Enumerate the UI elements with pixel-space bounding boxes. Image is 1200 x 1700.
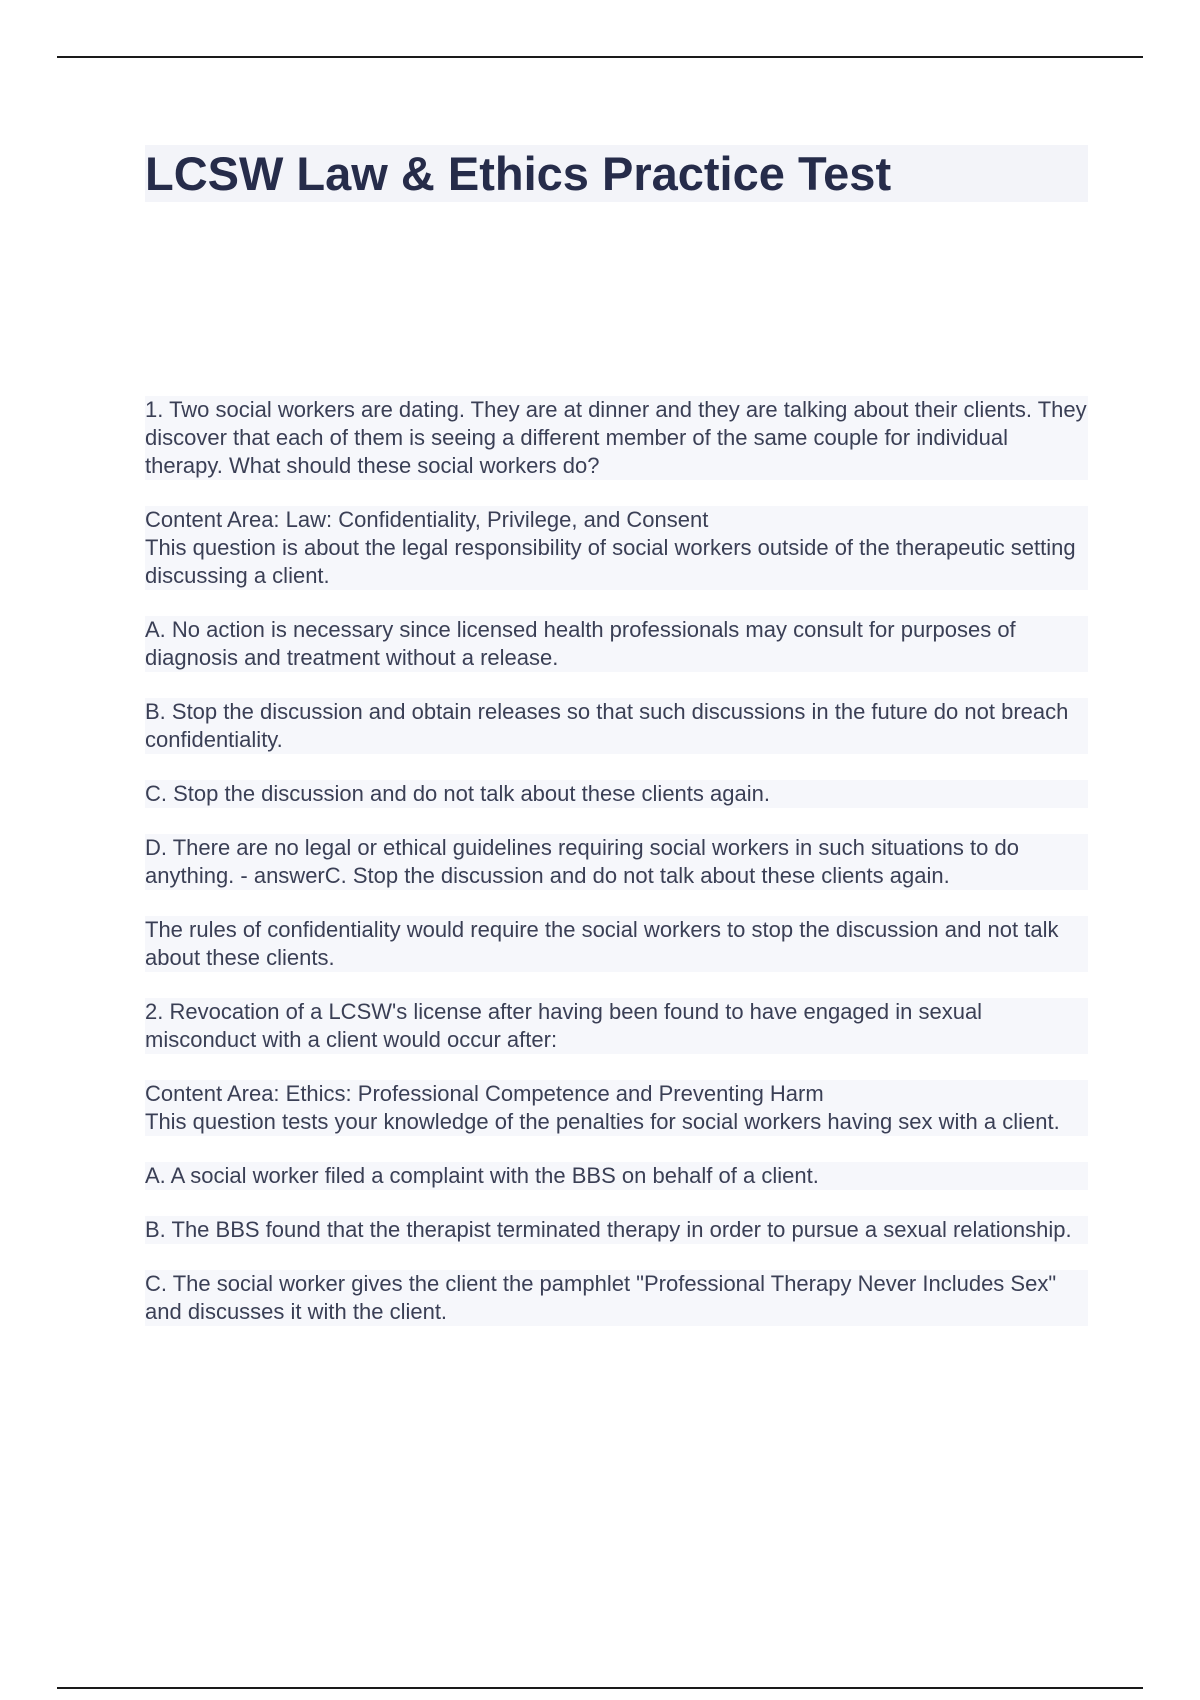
question-1-option-c: C. Stop the discussion and do not talk about these clients again. [145, 780, 1088, 808]
question-1-description: This question is about the legal responsibility of social workers outside of the therapeutic setting discussing a client. [145, 535, 1076, 588]
question-2-option-c: C. The social worker gives the client the pamphlet "Professional Therapy Never Includes Sex" and discusses it with the client. [145, 1270, 1088, 1326]
question-1-option-a: A. No action is necessary since licensed health professionals may consult for purposes of diagnosis and treatment without a release. [145, 616, 1088, 672]
document-body [145, 396, 1088, 1326]
question-2-description: This question tests your knowledge of the penalties for social workers having sex with a client. [145, 1109, 1060, 1134]
question-1-stem: 1. Two social workers are dating. They are at dinner and they are talking about their clients. They discover that each of them is seeing a different member of the same couple for individual therapy. What should these social workers do? [145, 397, 1087, 478]
question-1-content-area: Content Area: Law: Confidentiality, Privilege, and Consent [145, 507, 709, 532]
question-1-option-b: B. Stop the discussion and obtain releases so that such discussions in the future do not breach confidentiality. [145, 698, 1088, 754]
question-2-content-area: Content Area: Ethics: Professional Competence and Preventing Harm [145, 1081, 824, 1106]
question-1-option-d-answer: D. There are no legal or ethical guidelines requiring social workers in such situations to do anything. - answerC. Stop the discussion and do not talk about these clients again. [145, 834, 1088, 890]
page-title: LCSW Law & Ethics Practice Test [145, 147, 892, 200]
footer-rule [57, 1687, 1143, 1689]
title-block [145, 145, 1088, 202]
question-2-meta [145, 1080, 1088, 1136]
question-2-stem: 2. Revocation of a LCSW's license after having been found to have engaged in sexual misconduct with a client would occur after: [145, 998, 1088, 1054]
question-2-option-a: A. A social worker filed a complaint with the BBS on behalf of a client. [145, 1162, 1088, 1190]
question-2-option-b: B. The BBS found that the therapist terminated therapy in order to pursue a sexual relationship. [145, 1216, 1088, 1244]
header-rule [57, 56, 1143, 58]
question-1-rationale: The rules of confidentiality would require the social workers to stop the discussion and not talk about these clients. [145, 916, 1088, 972]
question-1-meta [145, 506, 1088, 590]
